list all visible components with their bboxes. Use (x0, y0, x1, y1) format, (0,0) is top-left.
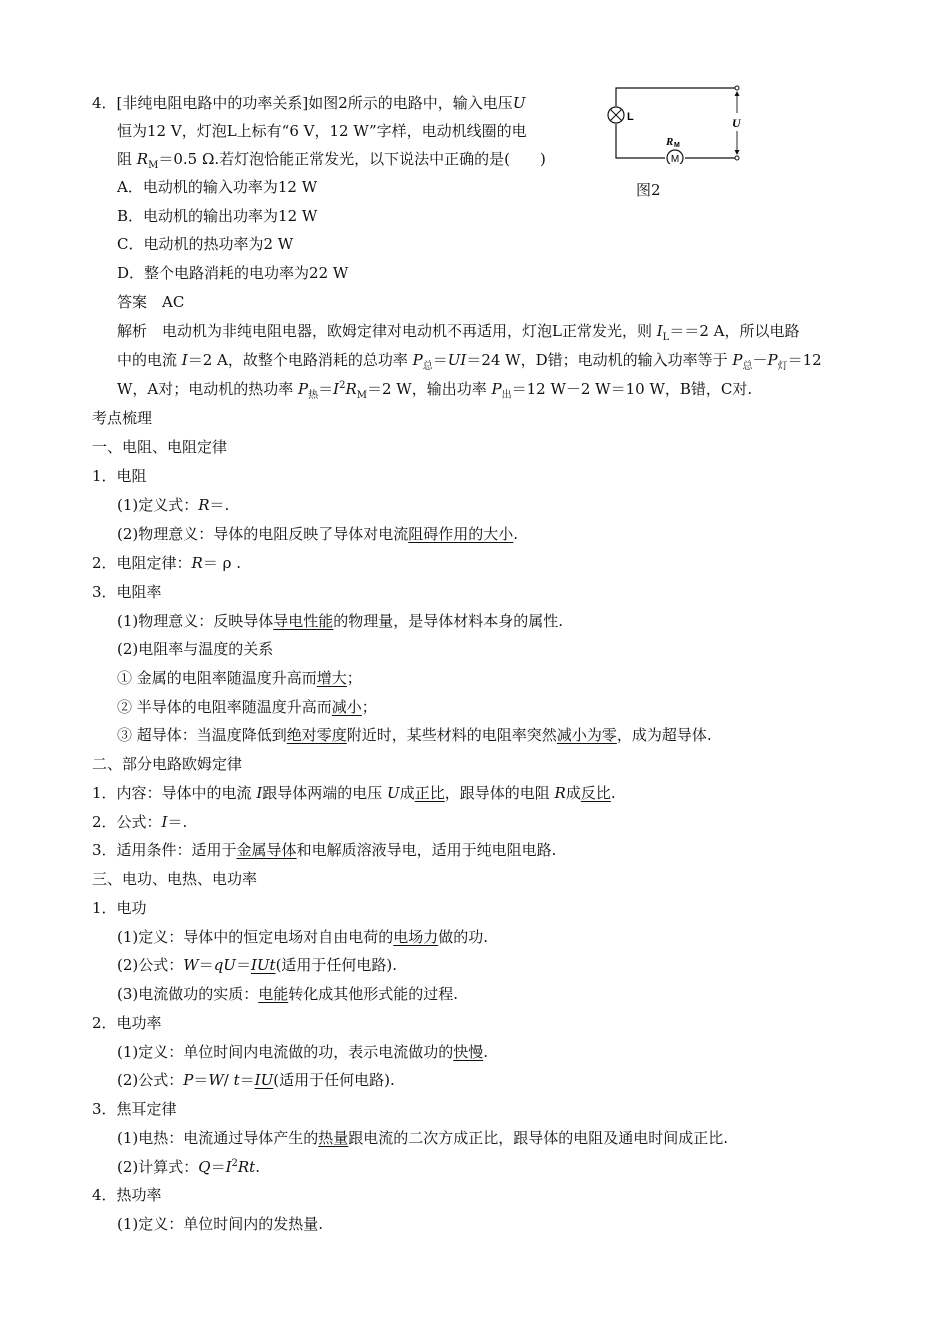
s3-heat-power: 4．热功率 (92, 1186, 162, 1204)
s3-joule-2: (2)计算式：$Q=I^2Rt$. (117, 1158, 260, 1176)
section-title: 考点梳理 (92, 409, 153, 427)
s2-item-2: 2．公式：I＝. (92, 813, 188, 831)
s1-item-3b: (2)电阻率与温度的关系 (117, 640, 274, 658)
s1-item-3a: (1)物理意义：反映导体导电性能的物理量，是导体材料本身的属性. (117, 612, 564, 630)
lamp-label: L (627, 111, 634, 123)
s3-heat-power-1: (1)定义：单位时间内的发热量. (117, 1215, 324, 1233)
analysis-line-3: W，A对；电动机的热功率 $P_热=I^2R_M=2$ W，输出功率 $P_出=12$ W－2 W＝10 W，B错，C对. (117, 380, 753, 401)
answer-line: 答案 AC (117, 293, 185, 311)
s1-item-c3: ③ 超导体：当温度降低到绝对零度附近时，某些材料的电阻率突然减小为零，成为超导体. (117, 726, 712, 744)
s1-item-1b: (2)物理意义：导体的电阻反映了导体对电流阻碍作用的大小. (117, 525, 519, 543)
rm-label-subscript: M (674, 142, 680, 149)
voltage-label: U (732, 116, 741, 130)
s3-work-3: (3)电流做功的实质：电能转化成其他形式能的过程. (117, 985, 459, 1003)
s2-item-1: 1．内容：导体中的电流 I跟导体两端的电压 U成正比，跟导体的电阻 R成反比. (92, 784, 616, 802)
s1-item-c1: ① 金属的电阻率随温度升高而增大； (117, 669, 362, 687)
analysis-line-2: 中的电流 I＝2 A，故整个电路消耗的总功率 $P_总=UI=24$ W，D错；电动机的输入功率等于 $P_总-P_灯=12$ (117, 351, 822, 372)
motor-icon (667, 150, 683, 164)
s1-item-1a: (1)定义式：R＝. (117, 496, 230, 514)
question-stem-line-2: 恒为12 V，灯泡L上标有“6 V，12 W”字样，电动机线圈的电 (117, 122, 527, 140)
s3-joule: 3．焦耳定律 (92, 1100, 177, 1118)
s3-power-1: (1)定义：单位时间内电流做的功，表示电流做功的快慢. (117, 1043, 489, 1061)
wire-top (616, 88, 737, 106)
s3-power-2: (2)公式：P＝W/ t＝IU(适用于任何电路). (117, 1071, 395, 1089)
s3-work-2: (2)公式：W＝qU＝IUt(适用于任何电路). (117, 956, 398, 974)
circuit-diagram (606, 84, 756, 164)
s3-work-1: (1)定义：导体中的恒定电场对自由电荷的电场力做的功. (117, 928, 489, 946)
s3-joule-1: (1)电热：电流通过导体产生的热量跟电流的二次方成正比，跟导体的电阻及通电时间成正比. (117, 1129, 729, 1147)
s1-item-1: 1．电阻 (92, 467, 147, 485)
option-a: A．电动机的输入功率为12 W (117, 178, 318, 196)
s2-title: 二、部分电路欧姆定律 (92, 755, 243, 773)
lamp-icon (608, 107, 624, 123)
question-stem-line-1: 4．[非纯电阻电路中的功率关系]如图2所示的电路中，输入电压U (92, 94, 526, 112)
s1-title: 一、电阻、电阻定律 (92, 438, 228, 456)
s1-item-2: 2．电阻定律：R＝ ρ . (92, 554, 241, 572)
option-b: B．电动机的输出功率为12 W (117, 207, 318, 225)
terminal-top (735, 86, 739, 90)
s1-item-3: 3．电阻率 (92, 583, 162, 601)
option-d: D．整个电路消耗的电功率为22 W (117, 264, 349, 282)
s3-title: 三、电功、电热、电功率 (92, 870, 258, 888)
option-c: C．电动机的热功率为2 W (117, 235, 294, 253)
terminal-bottom (735, 156, 739, 160)
figure-caption: 图2 (636, 181, 661, 199)
analysis-line-1: 解析 电动机为非纯电阻电器，欧姆定律对电动机不再适用，灯泡L正常发光，则 $I_L==2$ A，所以电路 (117, 322, 800, 343)
s2-item-3: 3．适用条件：适用于金属导体和电解质溶液导电，适用于纯电阻电路. (92, 841, 557, 859)
wire-left-bottom (616, 124, 665, 158)
s3-power: 2．电功率 (92, 1014, 162, 1032)
svg-text:M: M (670, 154, 680, 164)
s1-item-c2: ② 半导体的电阻率随温度升高而减小； (117, 698, 377, 716)
question-stem-line-3: 阻 $R_M=0.5$ Ω.若灯泡恰能正常发光，以下说法中正确的是( ) (117, 150, 546, 171)
rm-label: R (666, 136, 674, 148)
s3-work: 1．电功 (92, 899, 147, 917)
